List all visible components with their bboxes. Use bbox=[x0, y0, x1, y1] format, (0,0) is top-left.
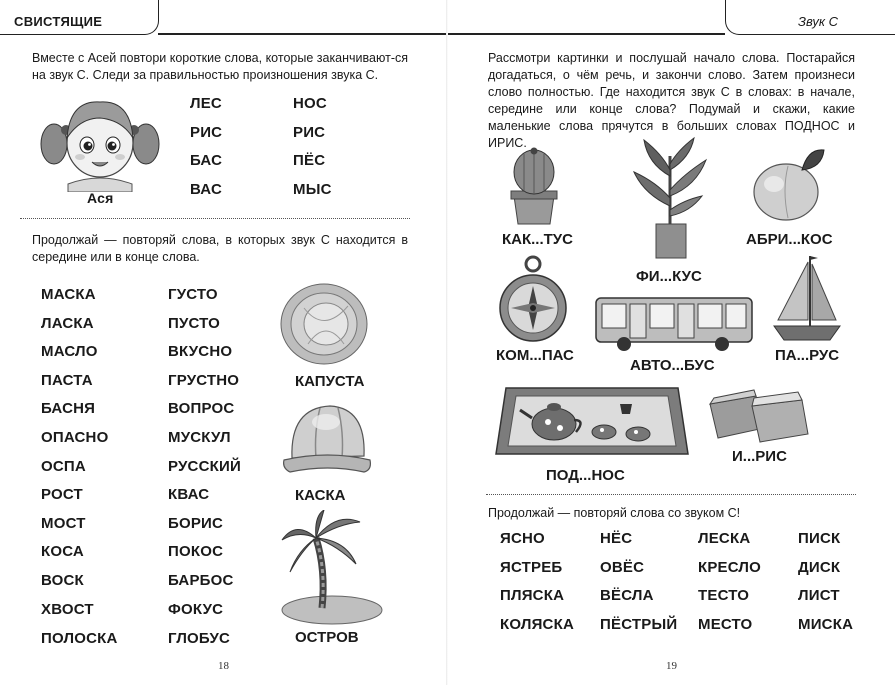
picture-label-island: ОСТРОВ bbox=[295, 629, 359, 646]
list-item: ПОКОС bbox=[168, 543, 224, 560]
list-item: МИСКА bbox=[798, 616, 854, 633]
list-item: ОПАСНО bbox=[41, 429, 109, 446]
apricot-illustration bbox=[750, 146, 830, 222]
section-title: Звук С bbox=[798, 14, 838, 29]
instruction-text-2: Продолжай — повторяй слова со звуком С! bbox=[488, 506, 741, 520]
sailboat-illustration bbox=[772, 252, 842, 344]
list-item: МЕСТО bbox=[698, 616, 753, 633]
list-item: ХВОСТ bbox=[41, 601, 94, 618]
list-item: ЛЕС bbox=[190, 95, 222, 112]
list-item: МАСЛО bbox=[41, 343, 98, 360]
list-item: ЯСНО bbox=[500, 530, 545, 547]
list-item: РИС bbox=[190, 124, 223, 141]
dotted-divider bbox=[486, 494, 856, 495]
helmet-illustration bbox=[280, 398, 372, 482]
list-item: КОСА bbox=[41, 543, 84, 560]
list-item: БАРБОС bbox=[168, 572, 234, 589]
page-number: 19 bbox=[666, 660, 677, 672]
picture-label-helmet: КАСКА bbox=[295, 487, 346, 504]
list-item: БАС bbox=[190, 152, 223, 169]
puzzle-label-sail: ПА...РУС bbox=[775, 347, 840, 364]
list-item: ПЁСТРЫЙ bbox=[600, 616, 678, 633]
list-item: ФОКУС bbox=[168, 601, 224, 618]
bus-illustration bbox=[594, 294, 754, 354]
list-item: ПИСК bbox=[798, 530, 841, 547]
list-item: КВАС bbox=[168, 486, 210, 503]
list-item: МЫС bbox=[293, 181, 332, 198]
puzzle-label-ficus: ФИ...КУС bbox=[636, 268, 702, 285]
list-item: ОСПА bbox=[41, 458, 86, 475]
dotted-divider bbox=[20, 218, 410, 219]
list-item: ЛЕСКА bbox=[698, 530, 751, 547]
list-item: ПОЛОСКА bbox=[41, 630, 118, 647]
island-illustration bbox=[276, 510, 386, 626]
list-item: ТЕСТО bbox=[698, 587, 750, 604]
list-item: ДИСК bbox=[798, 559, 841, 576]
list-item: БАСНЯ bbox=[41, 400, 96, 417]
list-item: МОСТ bbox=[41, 515, 86, 532]
left-page bbox=[0, 0, 447, 685]
list-item: ВКУСНО bbox=[168, 343, 233, 360]
list-item: ПЁС bbox=[293, 152, 326, 169]
section-tab bbox=[725, 0, 895, 35]
list-item: БОРИС bbox=[168, 515, 224, 532]
list-item: ВОПРОС bbox=[168, 400, 235, 417]
list-item: ПУСТО bbox=[168, 315, 221, 332]
section-tab bbox=[0, 0, 159, 35]
compass-illustration bbox=[498, 254, 568, 346]
puzzle-label-tray: ПОД...НОС bbox=[546, 467, 625, 484]
instruction-text-2: Продолжай — повторяй слова, в которых звук С находится в середине или в конце слова. bbox=[32, 233, 408, 264]
list-item: МУСКУЛ bbox=[168, 429, 231, 446]
list-item: ГУСТО bbox=[168, 286, 218, 303]
puzzle-label-toffee: И...РИС bbox=[732, 448, 787, 465]
list-item: КРЕСЛО bbox=[698, 559, 762, 576]
list-item: ГРУСТНО bbox=[168, 372, 240, 389]
list-item: ЯСТРЕБ bbox=[500, 559, 563, 576]
instruction-text: Рассмотри картинки и послушай начало слова. Постарайся догадаться, о чём речь, и закончи слово. Затем произнеси слово полностью. Где находится звук С в словах: в начале, середине или конце слова? Подумай и скажи, какие маленькие слова прячутся в больших словах ПОДНОС и ИРИС. bbox=[488, 51, 855, 150]
list-item: РОСТ bbox=[41, 486, 83, 503]
right-page bbox=[448, 0, 895, 685]
cabbage-illustration bbox=[278, 278, 370, 366]
cactus-illustration bbox=[500, 146, 568, 226]
girl-name-label: Ася bbox=[87, 190, 114, 206]
instruction-text: Вместе с Асей повтори короткие слова, которые заканчивают-ся на звук С. Следи за правильностью произношения звука С. bbox=[32, 51, 408, 82]
list-item: РУССКИЙ bbox=[168, 458, 241, 475]
list-item: ЛИСТ bbox=[798, 587, 840, 604]
list-item: ОВЁС bbox=[600, 559, 645, 576]
list-item: КОЛЯСКА bbox=[500, 616, 574, 633]
ficus-illustration bbox=[630, 136, 710, 260]
list-item: ЛАСКА bbox=[41, 315, 94, 332]
puzzle-label-bus: АВТО...БУС bbox=[630, 357, 715, 374]
list-item: НОС bbox=[293, 95, 327, 112]
list-item: ВОСК bbox=[41, 572, 84, 589]
toffee-illustration bbox=[706, 386, 810, 450]
header-rule bbox=[448, 33, 725, 35]
list-item: НЁС bbox=[600, 530, 633, 547]
list-item: РИС bbox=[293, 124, 326, 141]
puzzle-label-cactus: КАК...ТУС bbox=[502, 231, 573, 248]
section-title: СВИСТЯЩИЕ bbox=[14, 14, 103, 29]
header-rule bbox=[158, 33, 447, 35]
list-item: ГЛОБУС bbox=[168, 630, 231, 647]
list-item: ВАС bbox=[190, 181, 222, 198]
list-item: ПАСТА bbox=[41, 372, 93, 389]
tray-illustration bbox=[494, 384, 690, 464]
page-number: 18 bbox=[218, 660, 229, 672]
list-item: ПЛЯСКА bbox=[500, 587, 565, 604]
list-item: ВЁСЛА bbox=[600, 587, 654, 604]
list-item: МАСКА bbox=[41, 286, 96, 303]
puzzle-label-apricot: АБРИ...КОС bbox=[746, 231, 833, 248]
puzzle-label-compass: КОМ...ПАС bbox=[496, 347, 574, 364]
girl-illustration bbox=[40, 88, 160, 192]
picture-label-cabbage: КАПУСТА bbox=[295, 373, 365, 390]
